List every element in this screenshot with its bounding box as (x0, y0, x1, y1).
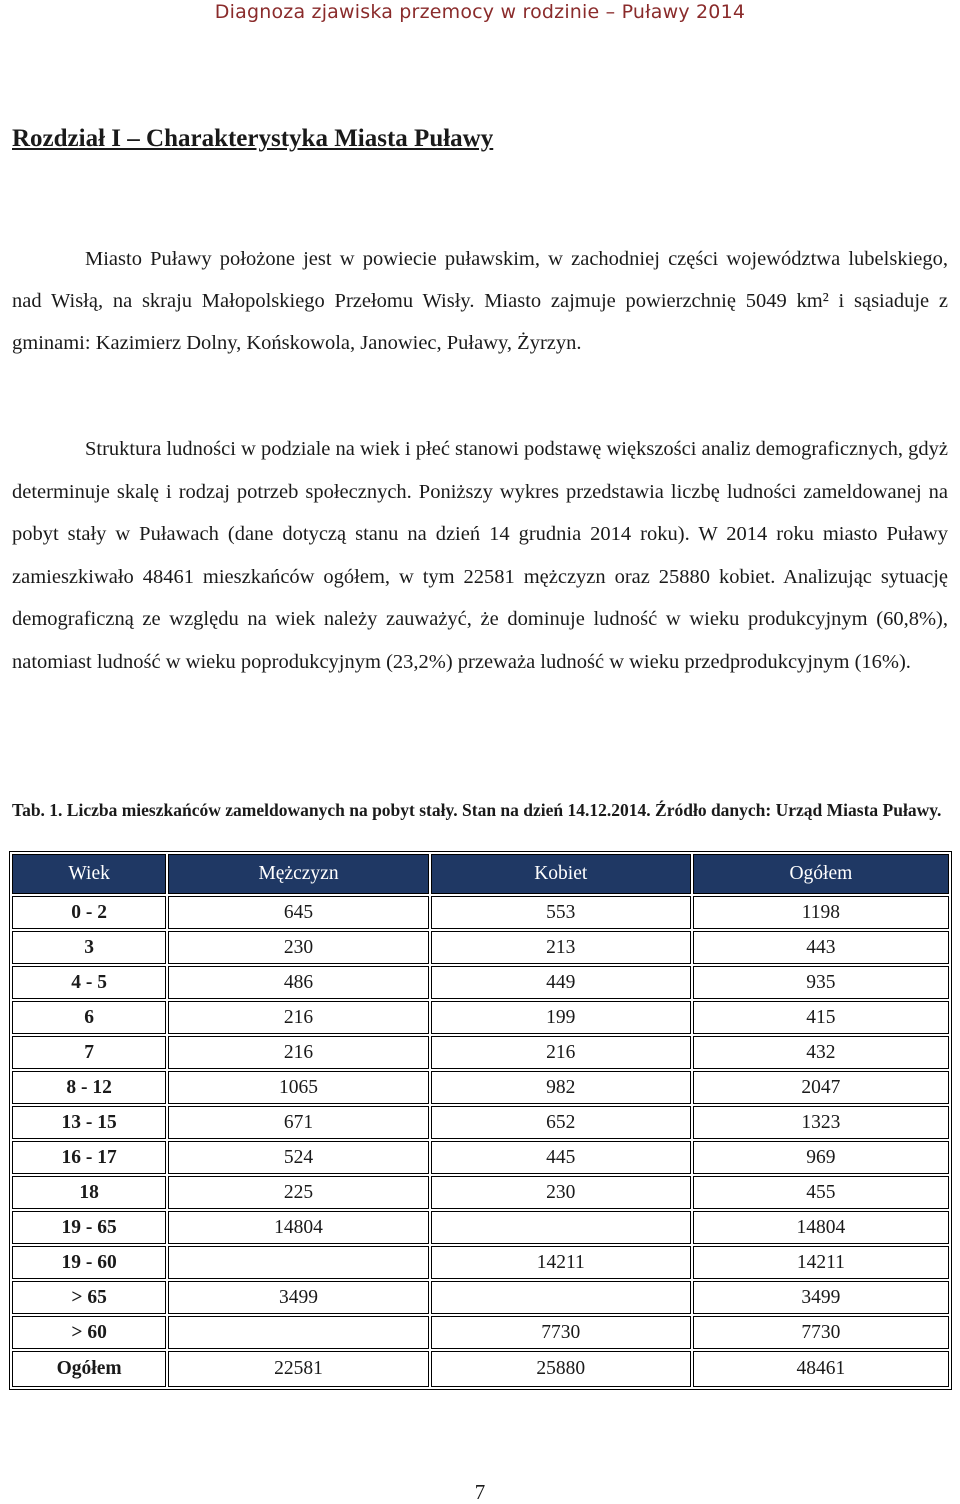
header-age: Wiek (12, 854, 166, 894)
cell-total: 455 (693, 1176, 949, 1209)
population-table (9, 851, 952, 1390)
cell-age: 3 (12, 931, 166, 964)
table-row (12, 1001, 949, 1034)
cell-age: > 65 (12, 1281, 166, 1314)
cell-women: 553 (431, 896, 691, 929)
cell-total: 48461 (693, 1351, 949, 1387)
cell-women: 230 (431, 1176, 691, 1209)
cell-age: 19 - 65 (12, 1211, 166, 1244)
cell-age: 8 - 12 (12, 1071, 166, 1104)
cell-age: 18 (12, 1176, 166, 1209)
cell-age: 19 - 60 (12, 1246, 166, 1279)
cell-men: 22581 (168, 1351, 428, 1387)
cell-total: 7730 (693, 1316, 949, 1349)
cell-age: 13 - 15 (12, 1106, 166, 1139)
cell-men: 1065 (168, 1071, 428, 1104)
table-caption: Tab. 1. Liczba mieszkańców zameldowanych na pobyt stały. Stan na dzień 14.12.2014. Źródło danych: Urząd Miasta Puławy. (12, 800, 942, 820)
cell-women: 25880 (431, 1351, 691, 1387)
cell-men: 216 (168, 1001, 428, 1034)
cell-total: 1323 (693, 1106, 949, 1139)
table-row (12, 1036, 949, 1069)
header-women: Kobiet (431, 854, 691, 894)
cell-age: Ogółem (12, 1351, 166, 1387)
table-row (12, 931, 949, 964)
intro-paragraph: Miasto Puławy położone jest w powiecie puławskim, w zachodniej części województwa lubelskiego, nad Wisłą, na skraju Małopolskiego Przełomu Wisły. Miasto zajmuje powierzchnię 5049 km² i sąsiaduje z gminami: Kazimierz Dolny, Końskowola, Janowiec, Puławy, Żyrzyn. (12, 248, 948, 354)
cell-age: 6 (12, 1001, 166, 1034)
cell-women: 14211 (431, 1246, 691, 1279)
cell-total: 969 (693, 1141, 949, 1174)
table-row (12, 1106, 949, 1139)
running-header: Diagnoza zjawiska przemocy w rodzinie – Puławy 2014 (214, 1, 746, 23)
page-number: 7 (474, 1480, 486, 1504)
cell-total: 1198 (693, 896, 949, 929)
cell-women: 982 (431, 1071, 691, 1104)
cell-women: 199 (431, 1001, 691, 1034)
cell-total: 14804 (693, 1211, 949, 1244)
table-row (12, 1071, 949, 1104)
cell-total: 443 (693, 931, 949, 964)
cell-men: 14804 (168, 1211, 428, 1244)
cell-age: 16 - 17 (12, 1141, 166, 1174)
table-row (12, 1316, 949, 1349)
table-row (12, 896, 949, 929)
cell-men: 671 (168, 1106, 428, 1139)
cell-women: 445 (431, 1141, 691, 1174)
cell-women: 213 (431, 931, 691, 964)
table-row (12, 966, 949, 999)
cell-men: 3499 (168, 1281, 428, 1314)
cell-age: > 60 (12, 1316, 166, 1349)
cell-total: 14211 (693, 1246, 949, 1279)
table-row (12, 1176, 949, 1209)
table-row (12, 1211, 949, 1244)
header-total: Ogółem (693, 854, 949, 894)
cell-total: 432 (693, 1036, 949, 1069)
table-row (12, 1246, 949, 1279)
cell-men (168, 1316, 428, 1349)
cell-men: 230 (168, 931, 428, 964)
header-men: Mężczyzn (168, 854, 428, 894)
table-row (12, 1281, 949, 1314)
cell-men: 216 (168, 1036, 428, 1069)
cell-women: 216 (431, 1036, 691, 1069)
cell-men: 225 (168, 1176, 428, 1209)
cell-men: 645 (168, 896, 428, 929)
cell-women (431, 1281, 691, 1314)
cell-women: 7730 (431, 1316, 691, 1349)
cell-women (431, 1211, 691, 1244)
chapter-title: Rozdział I – Charakterystyka Miasta Puławy (12, 125, 494, 152)
cell-men: 486 (168, 966, 428, 999)
cell-age: 7 (12, 1036, 166, 1069)
cell-age: 4 - 5 (12, 966, 166, 999)
cell-total: 3499 (693, 1281, 949, 1314)
cell-total: 935 (693, 966, 949, 999)
cell-women: 652 (431, 1106, 691, 1139)
cell-total: 415 (693, 1001, 949, 1034)
cell-total: 2047 (693, 1071, 949, 1104)
table-row (12, 1141, 949, 1174)
table-total-row (12, 1351, 949, 1387)
cell-age: 0 - 2 (12, 896, 166, 929)
cell-men (168, 1246, 428, 1279)
cell-women: 449 (431, 966, 691, 999)
table-header-row (12, 854, 949, 894)
demographics-paragraph: Struktura ludności w podziale na wiek i płeć stanowi podstawę większości analiz demograficznych, gdyż determinuje skalę i rodzaj potrzeb społecznych. Poniższy wykres przedstawia liczbę ludności zameldowanej na pobyt stały w Puławach (dane dotyczą stanu na dzień 14 grudnia 2014 roku). W 2014 roku miasto Puławy zamieszkiwało 48461 mieszkańców ogółem, w tym 22581 mężczyzn oraz 25880 kobiet. Analizując sytuację demograficzną ze względu na wiek należy zauważyć, że dominuje ludność w wieku produkcyjnym (60,8%), natomiast ludność w wieku poprodukcyjnym (23,2%) przeważa ludność w wieku przedprodukcyjnym (16%). (12, 438, 949, 673)
cell-men: 524 (168, 1141, 428, 1174)
